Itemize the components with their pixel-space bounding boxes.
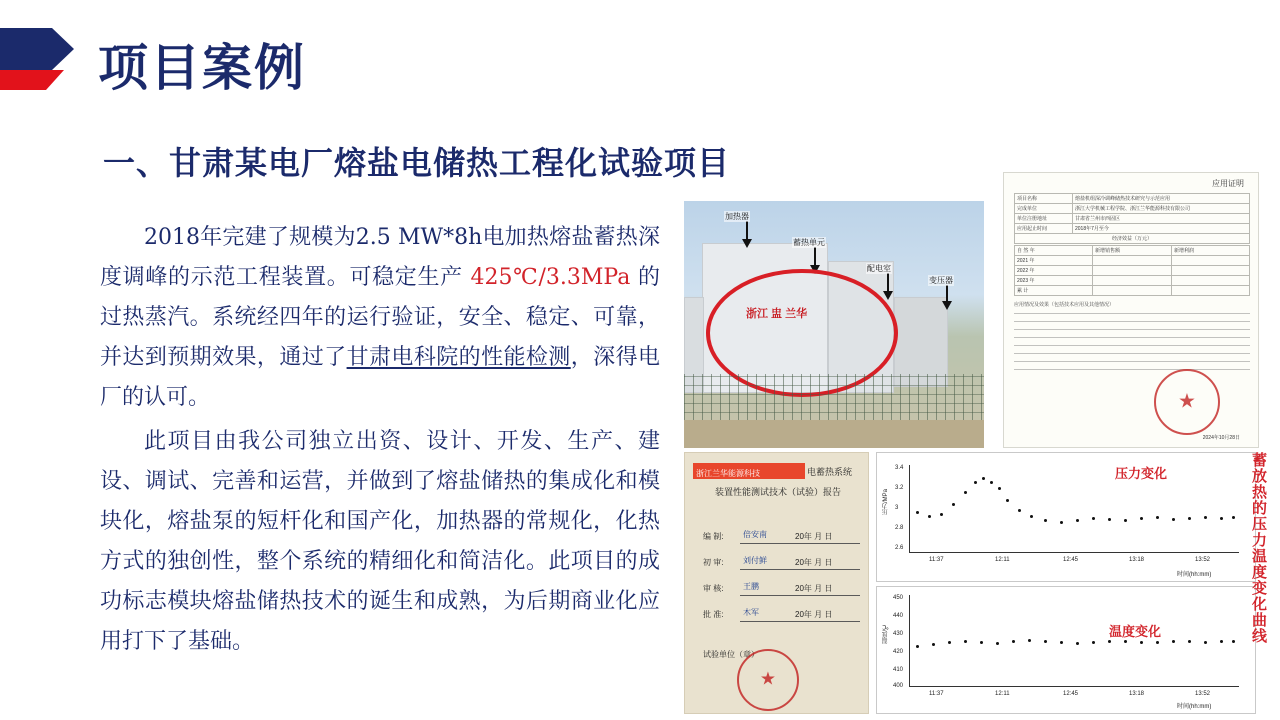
cert-cell: 浙江大学机械工程学院、浙江兰华能源科技有限公司 [1073,204,1250,214]
arrow-transformer [942,301,952,310]
table-row [1015,276,1250,286]
table-row [1015,214,1250,224]
cert-cell: 单位注册地址 [1015,214,1073,224]
certificate-heading: 应用证明 [1212,179,1244,188]
label-storage: 蓄热单元 [793,238,825,247]
table-row [1015,246,1250,256]
cert-cell [1093,256,1172,266]
report-field-label: 初 审: [703,558,724,567]
report-field-value: 倍安南 [743,530,767,539]
pressure-ytick: 2.8 [895,525,904,531]
cert-cell: 2018年7月至今 [1073,224,1250,234]
temperature-xtick: 12:45 [1063,691,1079,697]
temperature-xtick: 13:18 [1129,691,1145,697]
label-heater: 加热器 [725,212,749,221]
cert-cell: 新增销售额 [1093,246,1172,256]
pressure-ytick: 3.4 [895,465,904,471]
cert-cell [1172,256,1250,266]
vertical-caption: 蓄放热的压力温度变化曲线 [1250,452,1268,644]
pressure-chart-title: 压力变化 [1115,467,1168,482]
body-text [100,218,660,666]
temperature-xtick: 12:11 [995,691,1010,697]
pressure-xtick: 11:37 [929,557,944,563]
cert-cell [1172,266,1250,276]
pressure-xtick: 13:18 [1129,557,1145,563]
temperature-ytick: 450 [893,595,904,601]
pressure-y-axis-title: 压力/MPa [883,489,889,516]
report-field-date: 20年 月 日 [795,532,833,541]
table-row [1015,286,1250,296]
cert-cell: 累 计 [1015,286,1093,296]
cert-cell [1172,276,1250,286]
temperature-x-axis-title: 时间(hh:mm) [1177,704,1212,710]
cert-cell: 应用起止时间 [1015,224,1073,234]
report-field-date: 20年 月 日 [795,584,833,593]
cert-cell [1093,266,1172,276]
report-band-text: 浙江兰华能源科技 [696,469,760,478]
report-rule [740,621,860,622]
temperature-xtick: 13:52 [1195,691,1211,697]
cert-cell: 完成单位 [1015,204,1073,214]
temperature-xtick: 11:37 [929,691,944,697]
temperature-plot-area [909,595,1239,687]
certificate-info-table [1014,193,1250,244]
table-row [1015,224,1250,234]
report-field-label: 编 制: [703,532,724,541]
temperature-ytick: 410 [893,667,904,673]
certificate-econ-table [1014,245,1250,296]
ground [684,420,984,448]
arrow-stem-heater [746,221,748,239]
temperature-chart-title: 温度变化 [1109,625,1162,640]
para1-part-b: 的过热蒸汽。系统经四年的运行验证，安全、稳定、可靠，并达到预期效果，通过了 [100,265,660,370]
paragraph-2: 此项目由我公司独立出资、设计、开发、生产、建设、调试、完善和运营，并做到了熔盐储热的集成化和模块化，熔盐泵的短杆化和国产化，加热器的常规化，化热方式的独创性，整个系统的精细化和简洁化。此项目的成功标志模块熔盐储热技术的诞生和成熟，为后期商业化应用打下了基础。 [100,429,660,654]
report-band [693,463,805,479]
cert-cell [1093,286,1172,296]
report-rule [740,595,860,596]
temperature-y-axis-title: 温度/℃ [883,623,889,644]
table-row [1015,234,1250,244]
temperature-chart [876,586,1256,714]
temperature-ytick: 440 [893,613,904,619]
page-title: 项目案例 [98,39,306,97]
cert-cell: 2022 年 [1015,266,1093,276]
label-transformer: 变压器 [929,276,953,285]
cert-cell: 甘肃省兰州市西固区 [1073,214,1250,224]
certificate-date: 2024年10月28日 [1202,435,1240,441]
report-field-label: 批 准: [703,610,724,619]
report-field-date: 20年 月 日 [795,610,833,619]
paragraph-1 [100,218,660,418]
cert-econ-header: 经济效益（万元） [1015,234,1250,244]
company-sign: 浙江 盅 兰华 [746,308,808,320]
pressure-xtick: 12:11 [995,557,1010,563]
logo-red-shape [0,70,64,90]
pressure-plot-area [909,465,1239,553]
report-rule [740,569,860,570]
arrow-stem-transformer [946,285,948,301]
pressure-xtick: 12:45 [1063,557,1079,563]
logo-mark [0,28,74,90]
report-field-value: 刘付鲜 [743,556,767,565]
certificate-image [1003,172,1259,448]
cert-cell [1093,276,1172,286]
arrow-power [883,291,893,300]
temperature-ytick: 430 [893,631,904,637]
cert-cell [1172,286,1250,296]
cert-cell: 熔盐机组深冷调峰储热技术研究与示范应用 [1073,194,1250,204]
para1-part-a: 2018年完建了规模为2.5 MW*8h电加热熔盐蓄热深度调峰的示范工程装置。可稳定生产 [100,225,660,290]
para1-part-c: ，深得电厂的认可。 [100,345,660,410]
section-title: 一、甘肃某电厂熔盐电储热工程化试验项目 [103,144,731,182]
report-field-value: 木军 [743,608,759,617]
arrow-stem-storage [814,247,816,265]
report-field-value: 王鹏 [743,582,759,591]
report-field-date: 20年 月 日 [795,558,833,567]
temperature-ytick: 400 [893,683,904,689]
pressure-x-axis-title: 时间(hh:mm) [1177,572,1212,578]
fence [684,374,984,422]
cert-cell: 2021 年 [1015,256,1093,266]
table-row [1015,266,1250,276]
pressure-ytick: 2.6 [895,545,904,551]
test-report-image [684,452,869,714]
para1-underline: 甘肃电科院的性能检测 [346,345,571,370]
arrow-heater [742,239,752,248]
pressure-ytick: 3 [895,505,899,511]
para1-highlight: 425℃/3.3MPa [470,265,631,290]
report-unit-label: 试验单位（章） [703,650,759,659]
certificate-note-label: 应用情况及效果（包括技术应用及其他情况） [1014,302,1115,308]
cert-cell: 新增利润 [1172,246,1250,256]
pressure-xtick: 13:52 [1195,557,1211,563]
table-row [1015,256,1250,266]
plant-photo [684,201,984,448]
table-row [1015,204,1250,214]
pressure-chart [876,452,1256,582]
report-title: 电蓄热系统 [807,467,853,477]
report-stamp [737,649,799,711]
pressure-ytick: 3.2 [895,485,904,491]
certificate-stamp [1154,369,1220,435]
arrow-stem-power [887,273,889,291]
report-rule [740,543,860,544]
table-row [1015,194,1250,204]
report-field-label: 审 核: [703,584,724,593]
temperature-ytick: 420 [893,649,904,655]
cert-cell: 项目名称 [1015,194,1073,204]
cert-cell: 2023 年 [1015,276,1093,286]
certificate-note-lines [1014,313,1250,373]
report-subtitle: 装置性能测试技术（试验）报告 [715,487,842,497]
cert-cell: 自 然 年 [1015,246,1093,256]
logo-navy-shape [0,28,74,70]
label-power-room: 配电室 [867,264,891,273]
